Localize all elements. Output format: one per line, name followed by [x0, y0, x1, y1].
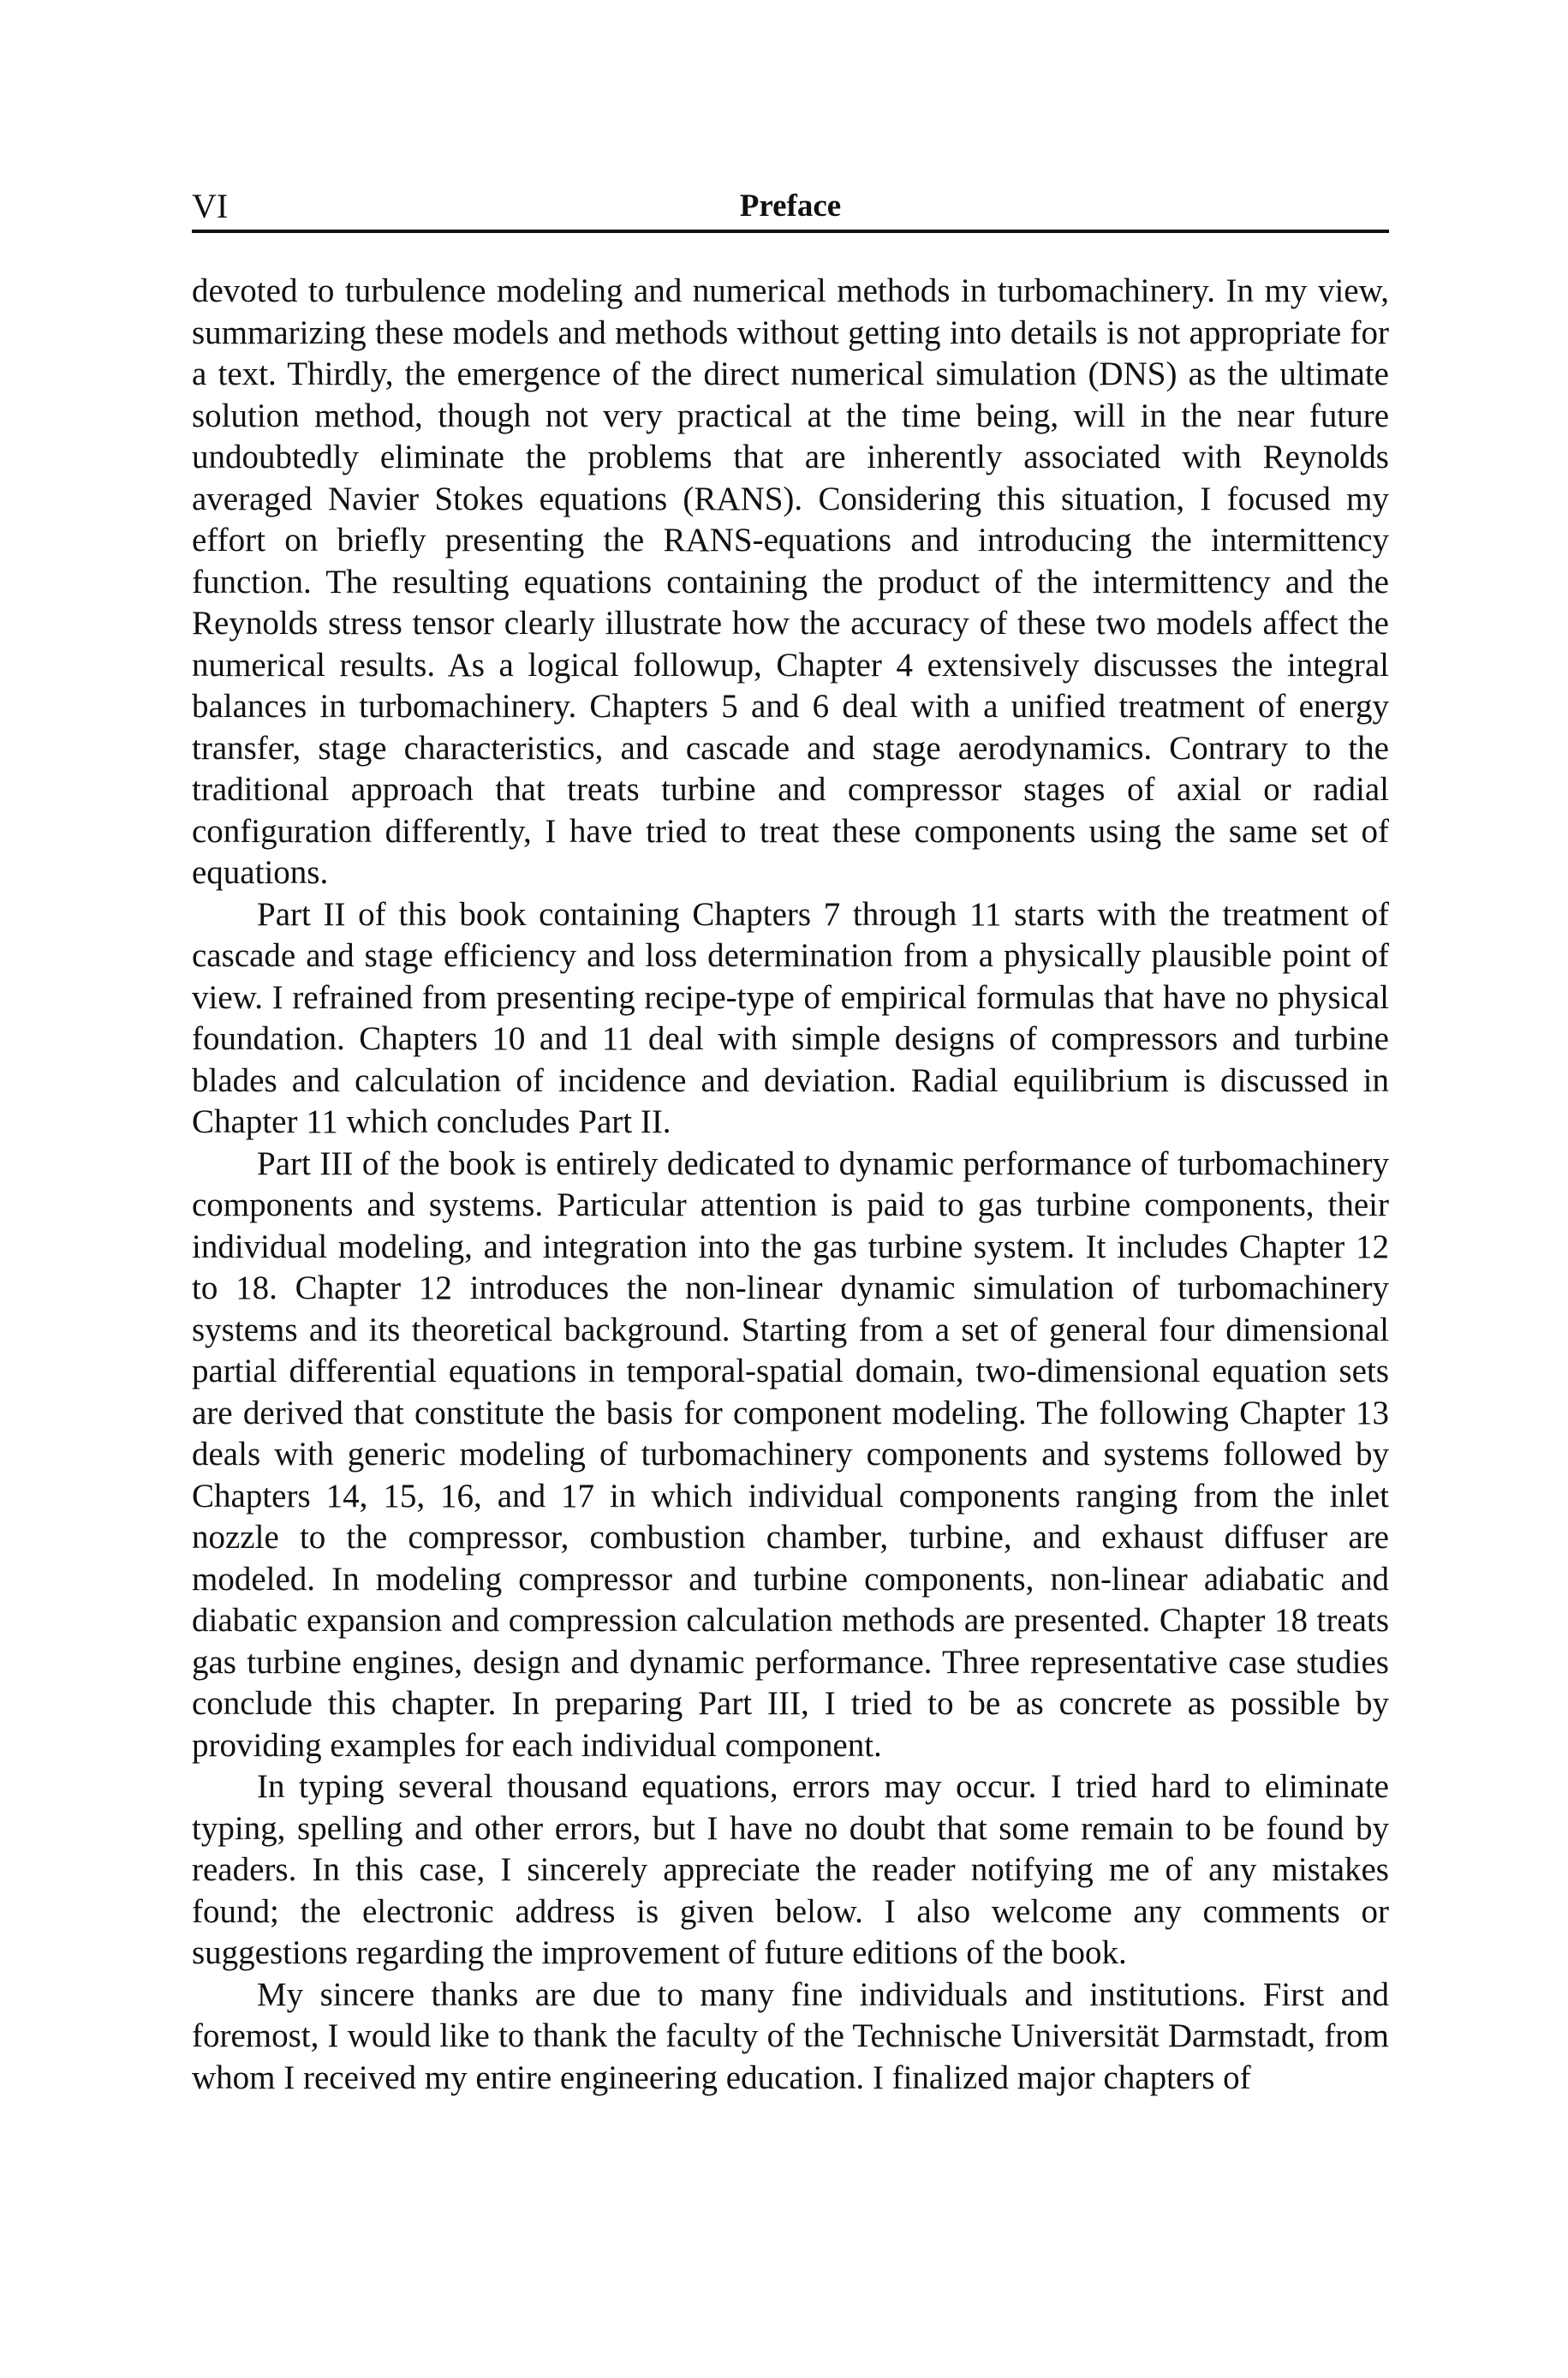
running-title: Preface	[739, 188, 842, 224]
running-header	[192, 183, 1389, 231]
page-number: VI	[192, 187, 229, 225]
paragraph-part-iii: Part III of the book is entirely dedicated to dynamic performance of turbomachinery components and systems. Particular attention is paid to gas turbine components, their individual modeling, and integration into the gas turbine system. It includes Chapter 12 to 18. Chapter 12 introduces the non-linear dynamic simulation of turbomachinery systems and its theoretical background. Starting from a set of general four dimensional partial differential equations in temporal-spatial domain, two-dimensional equation sets are derived that constitute the basis for component modeling. The following Chapter 13 deals with generic modeling of turbomachinery components and systems followed by Chapters 14, 15, 16, and 17 in which individual components ranging from the inlet nozzle to the compressor, combustion chamber, turbine, and exhaust diffuser are modeled. In modeling compressor and turbine components, non-linear adiabatic and diabatic expansion and compression calculation methods are presented. Chapter 18 treats gas turbine engines, design and dynamic performance. Three representative case studies conclude this chapter. In preparing Part III, I tried to be as concrete as possible by providing examples for each individual component.	[192, 1144, 1389, 1764]
paragraph-errors: In typing several thousand equations, errors may occur. I tried hard to eliminate typing, spelling and other errors, but I have no doubt that some remain to be found by readers. In this case, I sincerely appreciate the reader notifying me of any mistakes found; the electronic address is given below. I also welcome any comments or suggestions regarding the improvement of future editions of the book.	[192, 1768, 1389, 1971]
header-divider	[192, 230, 1389, 233]
paragraph-part-ii: Part II of this book containing Chapters 7 through 11 starts with the treatment of cascade and stage efficiency and loss determination from a physically plausible point of view. I refrained from presenting recipe-type of empirical formulas that have no physical foundation. Chapters 10 and 11 deal with simple designs of compressors and turbine blades and calculation of incidence and deviation. Radial equilibrium is discussed in Chapter 11 which concludes Part II.	[192, 895, 1389, 1140]
paragraph-acknowledgements: My sincere thanks are due to many fine individuals and institutions. First and foremost, I would like to thank the faculty of the Technische Universität Darmstadt, from whom I received my entire engineering education. I finalized major chapters of	[192, 1975, 1389, 2096]
preface-body	[192, 271, 1389, 2099]
paragraph-continuation: devoted to turbulence modeling and numerical methods in turbomachinery. In my view, summarizing these models and methods without getting into details is not appropriate for a text. Thirdly, the emergence of the direct numerical simulation (DNS) as the ultimate solution method, though not very practical at the time being, will in the near future undoubtedly eliminate the problems that are inherently associated with Reynolds averaged Navier Stokes equations (RANS). Considering this situation, I focused my effort on briefly presenting the RANS-equations and introducing the intermittency function. The resulting equations containing the product of the intermittency and the Reynolds stress tensor clearly illustrate how the accuracy of these two models affect the numerical results. As a logical followup, Chapter 4 extensively discusses the integral balances in turbomachinery. Chapters 5 and 6 deal with a unified treatment of energy transfer, stage characteristics, and cascade and stage aerodynamics. Contrary to the traditional approach that treats turbine and compressor stages of axial or radial configuration differently, I have tried to treat these components using the same set of equations.	[192, 272, 1389, 891]
